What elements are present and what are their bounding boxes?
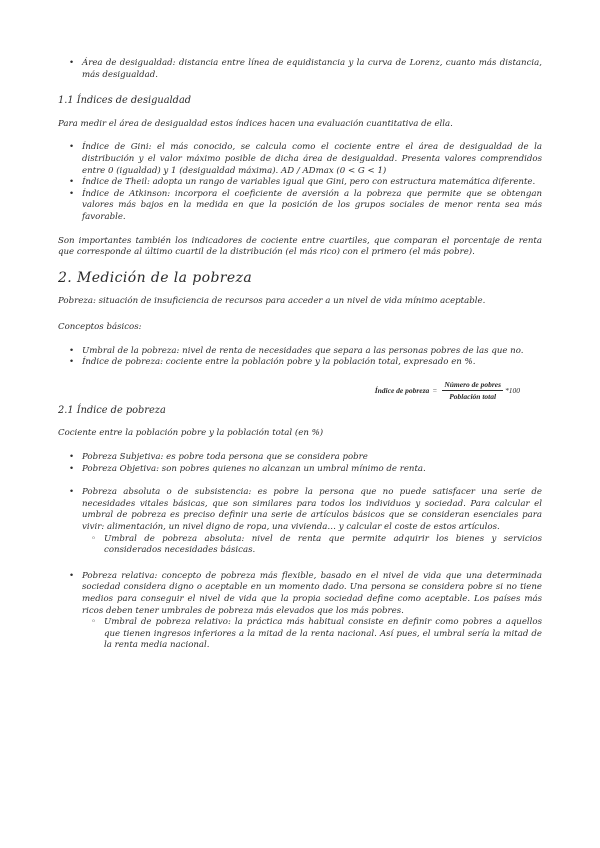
pobreza-relativa-list: [58, 571, 542, 652]
pobreza-absoluta-sublist: [82, 534, 542, 557]
bullet-pobreza-absoluta: [82, 487, 542, 557]
paragraph-pobreza-definicion: Pobreza: situación de insuficiencia de recursos para acceder a un nivel de vida mínimo aceptable.: [58, 296, 486, 307]
document-content: [58, 58, 542, 652]
subbullet-umbral-absoluta: ◦ Umbral de pobreza absoluta: nivel de renta que permite adquirir los bienes y servicios considerados necesidades básicas.: [104, 534, 542, 557]
formula-label: Índice de pobreza: [374, 385, 430, 395]
paragraph-cuartiles: Son importantes también los indicadores de cociente entre cuartiles, que comparan el porcentaje de renta que corresponde al último cuartil de la distribución (el más rico) con el primero (el más pobre).: [58, 235, 542, 258]
bullet-atkinson: • Índice de Atkinson: incorpora el coeficiente de aversión a la pobreza que permite que se obtengan valores más bajos en la medida en que la posición de los grupos sociales de menor renta sea más favorable.: [82, 189, 542, 224]
indices-list: [58, 142, 542, 223]
bullet-gini: • Índice de Gini: el más conocido, se calcula como el cociente entre el área de desigualdad de la distribución y el valor máximo posible de dicha área de desigualdad. Presenta valores comprendidos entre 0 (igualdad) y 1 (desigualdad máxima). AD / ADmax (0 < G < 1): [82, 142, 542, 177]
bullet-pobreza-subjetiva: • Pobreza Subjetiva: es pobre toda persona que se considera pobre: [82, 452, 542, 464]
formula-denominator: Población total: [449, 392, 497, 402]
pobreza-absoluta-list: [58, 487, 542, 557]
formula-fraction: [442, 379, 503, 403]
paragraph-indices-intro: Para medir el área de desigualdad estos índices hacen una evaluación cuantitativa de ella.: [58, 118, 453, 129]
heading-medicion-pobreza: 2. Medición de la pobreza: [58, 269, 253, 286]
formula-factor: *100: [505, 385, 520, 395]
paragraph-cociente: Cociente entre la población pobre y la población total (en %): [58, 428, 324, 439]
bullet-umbral-pobreza: • Umbral de la pobreza: nivel de renta de necesidades que separa a las personas pobres de las que no.: [82, 346, 542, 358]
label-conceptos-basicos: Conceptos básicos:: [58, 321, 142, 332]
heading-indice-pobreza: 2.1 Índice de pobreza: [58, 404, 166, 416]
subbullet-umbral-relativo: ◦ Umbral de pobreza relativo: la práctica más habitual consiste en definir como pobres a aquellos que tienen ingresos inferiores a la mitad de la renta nacional. Así pues, el umbral sería la mitad de la renta media nacional.: [104, 617, 542, 652]
formula-indice-pobreza: [58, 379, 542, 403]
text-pobreza-relativa: Pobreza relativa: concepto de pobreza más flexible, basado en el nivel de vida que una determinada sociedad considera digno o aceptable en un momento dado. Una persona se considera pobre si no tiene medios para conseguir el nivel de vida que la propia sociedad define como aceptable. Los países más ricos deben tener umbrales de pobreza más elevados que los más pobres.: [82, 570, 542, 616]
formula-numerator: Número de pobres: [442, 379, 503, 392]
text-pobreza-absoluta: Pobreza absoluta o de subsistencia: es pobre la persona que no puede satisfacer una serie de necesidades vitales básicas, que son similares para todos los individuos y sociedad. Para calcular el umbral de pobreza es preciso definir una serie de artículos básicos que se consideran esenciales para vivir: alimentación, un nivel digno de ropa, una vivienda… y calcular el coste de estos artículos.: [82, 487, 542, 533]
tipos-pobreza-list: [58, 452, 542, 475]
formula-equals: =: [432, 385, 438, 395]
bullet-indice-pobreza: • Índice de pobreza: cociente entre la población pobre y la población total, expresado en %.: [82, 357, 542, 369]
bullet-pobreza-objetiva: • Pobreza Objetiva: son pobres quienes no alcanzan un umbral mínimo de renta.: [82, 464, 542, 476]
bullet-area-desigualdad: • Área de desigualdad: distancia entre línea de equidistancia y la curva de Lorenz, cuanto más distancia, más desigualdad.: [82, 58, 542, 81]
conceptos-list: [58, 346, 542, 369]
bullet-theil: • Índice de Theil: adopta un rango de variables igual que Gini, pero con estructura matemática diferente.: [82, 177, 542, 189]
pobreza-relativa-sublist: [82, 617, 542, 652]
intro-bullet-list: [58, 58, 542, 81]
heading-indices-desigualdad: 1.1 Índices de desigualdad: [58, 95, 192, 107]
bullet-pobreza-relativa: [82, 571, 542, 652]
